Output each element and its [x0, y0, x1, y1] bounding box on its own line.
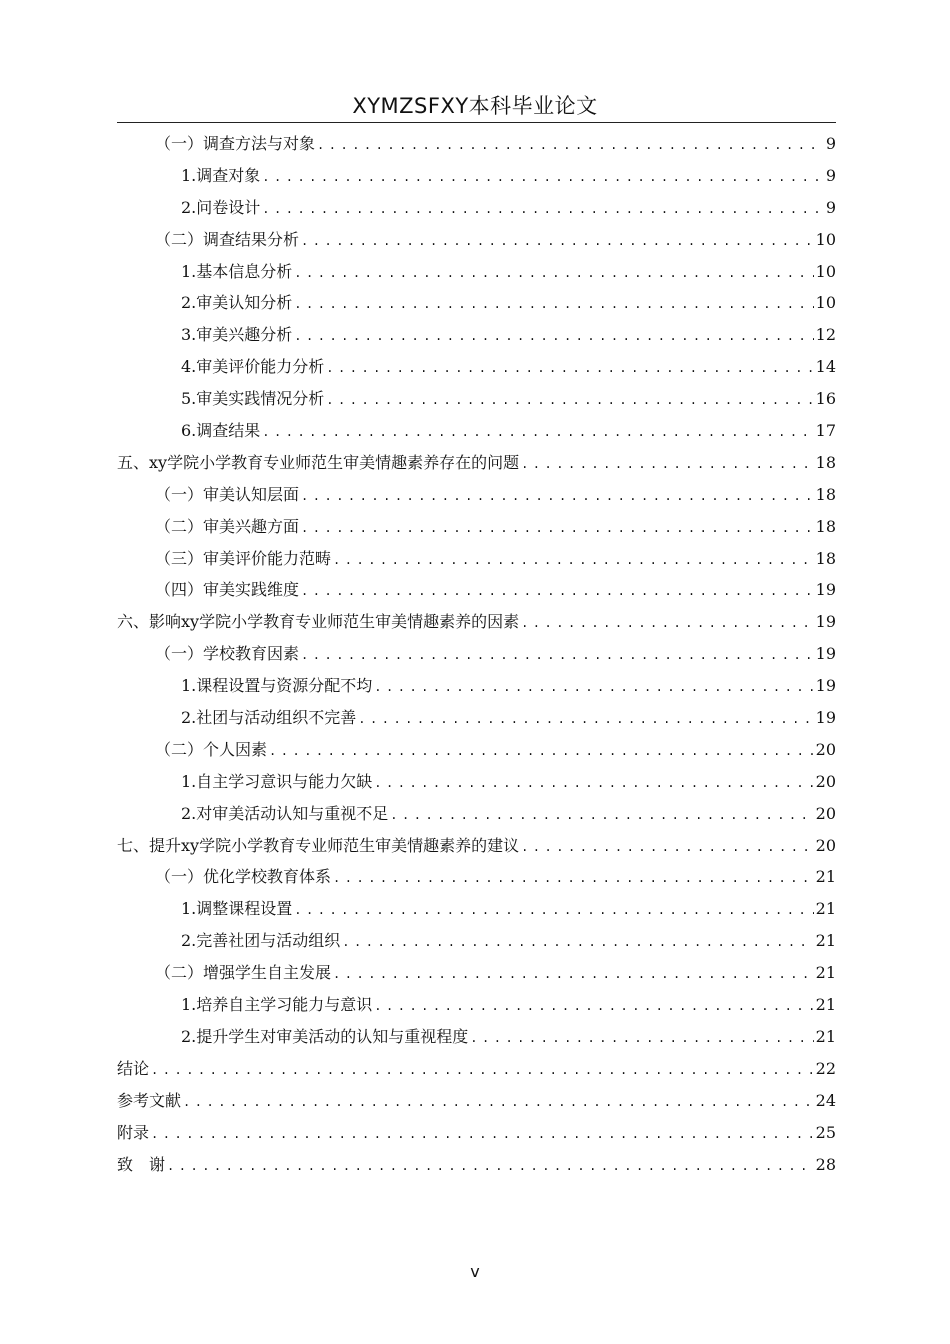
toc-entry-label: 致 谢 — [117, 1154, 166, 1174]
toc-dot-leader — [183, 1087, 814, 1119]
toc-entry[interactable] — [117, 511, 836, 543]
toc-entry-label: （三）审美评价能力范畴 — [155, 548, 332, 568]
toc-entry-label: 附录 — [117, 1122, 150, 1142]
toc-dot-leader — [326, 385, 813, 417]
toc-entry-label: 2.完善社团与活动组织 — [181, 931, 341, 951]
toc-entry-page: 21 — [815, 867, 836, 887]
toc-entry-page: 17 — [815, 421, 836, 441]
toc-entry-page: 10 — [815, 293, 836, 313]
toc-dot-leader — [374, 768, 813, 800]
document-header-title: XYMZSFXY本科毕业论文 — [352, 94, 598, 118]
toc-entry-page: 20 — [815, 771, 836, 791]
toc-entry-label: 2.问卷设计 — [181, 197, 261, 217]
toc-entry[interactable] — [117, 128, 836, 160]
toc-entry[interactable] — [117, 766, 836, 798]
toc-dot-leader — [301, 481, 814, 513]
toc-entry-page: 18 — [815, 484, 836, 504]
toc-dot-leader — [262, 162, 824, 194]
toc-entry-page: 21 — [815, 931, 836, 951]
toc-entry-label: （二）个人因素 — [155, 739, 268, 759]
toc-entry-page: 19 — [815, 708, 836, 728]
toc-entry-page: 14 — [815, 357, 836, 377]
toc-entry-label: 参考文献 — [117, 1090, 182, 1110]
toc-dot-leader — [521, 608, 814, 640]
toc-dot-leader — [294, 321, 813, 353]
toc-entry[interactable] — [117, 957, 836, 989]
toc-dot-leader — [470, 1023, 813, 1055]
toc-dot-leader — [262, 194, 824, 226]
toc-dot-leader — [326, 353, 813, 385]
toc-entry[interactable] — [117, 830, 836, 862]
toc-entry-page: 16 — [815, 389, 836, 409]
toc-entry[interactable] — [117, 287, 836, 319]
toc-entry[interactable] — [117, 734, 836, 766]
toc-entry-label: 1.培养自主学习能力与意识 — [181, 995, 373, 1015]
toc-dot-leader — [317, 130, 824, 162]
toc-entry[interactable] — [117, 256, 836, 288]
toc-entry[interactable] — [117, 319, 836, 351]
toc-entry-label: （一）调查方法与对象 — [155, 134, 316, 153]
toc-entry-page: 21 — [815, 963, 836, 983]
toc-entry-label: （一）审美认知层面 — [155, 484, 300, 504]
toc-entry-page: 24 — [815, 1090, 836, 1110]
table-of-contents — [117, 128, 836, 1180]
toc-entry-label: 6.调查结果 — [181, 421, 261, 441]
toc-entry-label: 3.审美兴趣分析 — [181, 325, 293, 345]
toc-entry[interactable] — [117, 479, 836, 511]
toc-entry-page: 21 — [815, 899, 836, 919]
toc-entry-label: 2.审美认知分析 — [181, 293, 293, 313]
toc-entry-page: 25 — [815, 1122, 836, 1142]
toc-entry-page: 19 — [815, 676, 836, 696]
toc-dot-leader — [294, 258, 813, 290]
toc-dot-leader — [358, 704, 813, 736]
toc-entry-page: 12 — [815, 325, 836, 345]
toc-entry-label: 七、提升xy学院小学教育专业师范生审美情趣素养的建议 — [117, 835, 520, 855]
toc-entry[interactable] — [117, 1085, 836, 1117]
header-divider — [117, 122, 836, 123]
toc-entry-page: 10 — [815, 229, 836, 249]
toc-entry-page: 9 — [825, 197, 836, 217]
toc-entry-page: 20 — [815, 835, 836, 855]
toc-entry-label: （二）增强学生自主发展 — [155, 963, 332, 983]
toc-entry-label: 2.对审美活动认知与重视不足 — [181, 803, 389, 823]
toc-entry-page: 18 — [815, 548, 836, 568]
toc-entry-label: 1.自主学习意识与能力欠缺 — [181, 771, 373, 791]
toc-dot-leader — [301, 513, 814, 545]
toc-dot-leader — [374, 991, 813, 1023]
toc-dot-leader — [390, 800, 813, 832]
toc-entry[interactable] — [117, 351, 836, 383]
toc-dot-leader — [333, 545, 814, 577]
toc-dot-leader — [374, 672, 813, 704]
toc-entry-label: 1.课程设置与资源分配不均 — [181, 676, 373, 696]
toc-entry-label: 六、影响xy学院小学教育专业师范生审美情趣素养的因素 — [117, 612, 520, 632]
toc-entry[interactable] — [117, 1053, 836, 1085]
toc-entry-page: 20 — [815, 803, 836, 823]
toc-dot-leader — [151, 1055, 814, 1087]
toc-entry-label: （一）学校教育因素 — [155, 644, 300, 664]
toc-entry-label: 结论 — [117, 1058, 150, 1078]
toc-entry-label: 1.基本信息分析 — [181, 261, 293, 281]
toc-entry[interactable] — [117, 1149, 836, 1181]
toc-entry-label: 5.审美实践情况分析 — [181, 389, 325, 409]
toc-entry-label: （二）调查结果分析 — [155, 229, 300, 249]
toc-entry[interactable] — [117, 1117, 836, 1149]
toc-entry[interactable] — [117, 192, 836, 224]
toc-dot-leader — [262, 417, 813, 449]
toc-entry-label: 4.审美评价能力分析 — [181, 357, 325, 377]
toc-entry-label: （二）审美兴趣方面 — [155, 516, 300, 536]
toc-entry[interactable] — [117, 543, 836, 575]
toc-dot-leader — [301, 640, 814, 672]
toc-entry[interactable] — [117, 989, 836, 1021]
toc-entry-page: 18 — [815, 452, 836, 472]
toc-entry-label: 2.提升学生对审美活动的认知与重视程度 — [181, 1026, 469, 1046]
toc-entry-label: 1.调整课程设置 — [181, 899, 293, 919]
toc-entry-page: 22 — [815, 1058, 836, 1078]
toc-entry-page: 28 — [815, 1154, 836, 1174]
toc-entry[interactable] — [117, 415, 836, 447]
toc-dot-leader — [333, 863, 814, 895]
toc-entry[interactable] — [117, 160, 836, 192]
toc-entry-page: 20 — [815, 739, 836, 759]
toc-entry-label: （一）优化学校教育体系 — [155, 867, 332, 887]
toc-entry-page: 9 — [825, 134, 836, 153]
toc-entry[interactable] — [117, 1021, 836, 1053]
toc-dot-leader — [294, 895, 813, 927]
toc-entry-page: 21 — [815, 995, 836, 1015]
toc-entry[interactable] — [117, 798, 836, 830]
toc-dot-leader — [333, 959, 814, 991]
toc-entry-page: 10 — [815, 261, 836, 281]
toc-entry[interactable] — [117, 606, 836, 638]
toc-entry-page: 9 — [825, 165, 836, 185]
toc-dot-leader — [301, 226, 814, 258]
toc-entry[interactable] — [117, 574, 836, 606]
toc-dot-leader — [269, 736, 814, 768]
toc-dot-leader — [301, 576, 814, 608]
toc-entry[interactable] — [117, 670, 836, 702]
toc-entry-page: 19 — [815, 644, 836, 664]
toc-entry[interactable] — [117, 925, 836, 957]
toc-dot-leader — [167, 1151, 814, 1183]
toc-dot-leader — [521, 449, 814, 481]
toc-entry[interactable] — [117, 224, 836, 256]
toc-entry[interactable] — [117, 383, 836, 415]
toc-entry[interactable] — [117, 638, 836, 670]
toc-dot-leader — [151, 1119, 814, 1151]
toc-entry[interactable] — [117, 447, 836, 479]
toc-entry[interactable] — [117, 893, 836, 925]
toc-entry-label: 2.社团与活动组织不完善 — [181, 708, 357, 728]
toc-entry-label: （四）审美实践维度 — [155, 580, 300, 600]
toc-entry-label: 1.调查对象 — [181, 165, 261, 185]
toc-entry[interactable] — [117, 861, 836, 893]
toc-entry-page: 18 — [815, 516, 836, 536]
toc-dot-leader — [521, 832, 814, 864]
toc-entry-page: 19 — [815, 612, 836, 632]
toc-dot-leader — [294, 289, 813, 321]
toc-entry-page: 19 — [815, 580, 836, 600]
toc-entry-page: 21 — [815, 1026, 836, 1046]
page-number: v — [470, 1262, 480, 1281]
toc-entry[interactable] — [117, 702, 836, 734]
toc-entry-label: 五、xy学院小学教育专业师范生审美情趣素养存在的问题 — [117, 452, 520, 472]
toc-dot-leader — [342, 927, 813, 959]
